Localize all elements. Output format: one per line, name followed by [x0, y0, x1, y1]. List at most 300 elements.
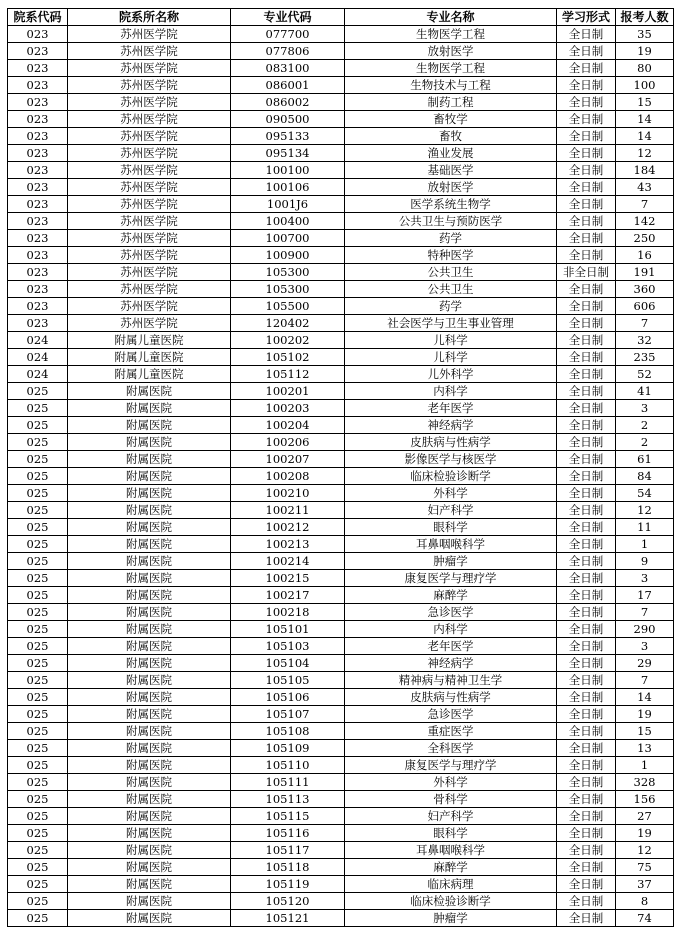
dept-code-cell: 023	[8, 264, 68, 281]
table-row	[8, 400, 674, 417]
study-mode-cell: 全日制	[557, 434, 616, 451]
dept-code-cell: 025	[8, 468, 68, 485]
applicant-count-cell: 61	[616, 451, 674, 468]
dept-name-cell: 附属医院	[68, 859, 231, 876]
major-name-cell: 药学	[345, 298, 557, 315]
applicant-count-cell: 11	[616, 519, 674, 536]
study-mode-cell: 全日制	[557, 213, 616, 230]
study-mode-cell: 全日制	[557, 366, 616, 383]
table-row	[8, 162, 674, 179]
table-row	[8, 910, 674, 927]
table-row	[8, 621, 674, 638]
major-name-cell: 内科学	[345, 621, 557, 638]
table-row	[8, 570, 674, 587]
table-row	[8, 723, 674, 740]
dept-code-cell: 025	[8, 655, 68, 672]
major-code-cell: 120402	[231, 315, 345, 332]
dept-name-cell: 附属医院	[68, 570, 231, 587]
dept-code-cell: 025	[8, 400, 68, 417]
study-mode-cell: 全日制	[557, 825, 616, 842]
major-name-cell: 神经病学	[345, 417, 557, 434]
dept-name-cell: 附属医院	[68, 825, 231, 842]
major-code-cell: 100214	[231, 553, 345, 570]
major-name-cell: 内科学	[345, 383, 557, 400]
major-code-cell: 105120	[231, 893, 345, 910]
table-row	[8, 179, 674, 196]
header-row	[8, 9, 674, 26]
major-name-cell: 耳鼻咽喉科学	[345, 842, 557, 859]
dept-code-cell: 023	[8, 230, 68, 247]
applicant-count-cell: 12	[616, 842, 674, 859]
dept-code-cell: 025	[8, 825, 68, 842]
applicant-count-cell: 16	[616, 247, 674, 264]
study-mode-cell: 全日制	[557, 77, 616, 94]
study-mode-cell: 全日制	[557, 842, 616, 859]
study-mode-cell: 全日制	[557, 179, 616, 196]
major-code-cell: 100202	[231, 332, 345, 349]
table-row	[8, 672, 674, 689]
dept-name-cell: 附属医院	[68, 638, 231, 655]
dept-name-cell: 附属医院	[68, 672, 231, 689]
study-mode-cell: 全日制	[557, 298, 616, 315]
applicant-count-cell: 75	[616, 859, 674, 876]
applicant-count-cell: 191	[616, 264, 674, 281]
major-code-cell: 105103	[231, 638, 345, 655]
applicant-count-cell: 235	[616, 349, 674, 366]
applicant-count-cell: 17	[616, 587, 674, 604]
applicant-count-cell: 84	[616, 468, 674, 485]
major-name-cell: 老年医学	[345, 638, 557, 655]
major-name-cell: 制药工程	[345, 94, 557, 111]
major-code-cell: 105117	[231, 842, 345, 859]
study-mode-cell: 全日制	[557, 553, 616, 570]
study-mode-cell: 全日制	[557, 570, 616, 587]
table-row	[8, 808, 674, 825]
major-code-cell: 083100	[231, 60, 345, 77]
dept-name-cell: 苏州医学院	[68, 179, 231, 196]
study-mode-cell: 全日制	[557, 315, 616, 332]
dept-code-cell: 023	[8, 179, 68, 196]
study-mode-cell: 全日制	[557, 349, 616, 366]
study-mode-cell: 全日制	[557, 196, 616, 213]
applicants-table	[7, 8, 674, 927]
dept-code-cell: 024	[8, 332, 68, 349]
dept-name-cell: 苏州医学院	[68, 298, 231, 315]
table-row	[8, 825, 674, 842]
dept-name-cell: 附属医院	[68, 587, 231, 604]
major-name-cell: 放射医学	[345, 43, 557, 60]
dept-code-cell: 025	[8, 485, 68, 502]
study-mode-cell: 全日制	[557, 723, 616, 740]
dept-name-cell: 附属医院	[68, 621, 231, 638]
applicant-count-cell: 29	[616, 655, 674, 672]
applicant-count-cell: 9	[616, 553, 674, 570]
major-code-cell: 100213	[231, 536, 345, 553]
major-name-cell: 外科学	[345, 774, 557, 791]
dept-code-cell: 025	[8, 740, 68, 757]
table-row	[8, 77, 674, 94]
applicant-count-cell: 2	[616, 417, 674, 434]
dept-code-cell: 023	[8, 145, 68, 162]
major-code-cell: 105107	[231, 706, 345, 723]
study-mode-cell: 全日制	[557, 859, 616, 876]
study-mode-cell: 全日制	[557, 808, 616, 825]
major-code-cell: 105300	[231, 264, 345, 281]
table-row	[8, 774, 674, 791]
study-mode-cell: 全日制	[557, 162, 616, 179]
dept-name-cell: 附属医院	[68, 655, 231, 672]
major-name-cell: 儿科学	[345, 332, 557, 349]
table-row	[8, 689, 674, 706]
dept-name-cell: 苏州医学院	[68, 128, 231, 145]
applicant-count-cell: 15	[616, 94, 674, 111]
study-mode-cell: 全日制	[557, 94, 616, 111]
dept-code-cell: 025	[8, 417, 68, 434]
study-mode-cell: 全日制	[557, 485, 616, 502]
major-code-cell: 100203	[231, 400, 345, 417]
table-row	[8, 298, 674, 315]
study-mode-cell: 全日制	[557, 230, 616, 247]
major-code-cell: 105500	[231, 298, 345, 315]
table-row	[8, 553, 674, 570]
table-row	[8, 706, 674, 723]
table-row	[8, 519, 674, 536]
dept-code-cell: 025	[8, 706, 68, 723]
dept-name-cell: 苏州医学院	[68, 43, 231, 60]
applicant-count-cell: 41	[616, 383, 674, 400]
major-name-cell: 麻醉学	[345, 859, 557, 876]
major-name-cell: 公共卫生	[345, 281, 557, 298]
study-mode-cell: 全日制	[557, 621, 616, 638]
dept-name-cell: 附属医院	[68, 502, 231, 519]
major-name-cell: 肿瘤学	[345, 910, 557, 927]
dept-code-cell: 025	[8, 519, 68, 536]
dept-name-cell: 附属医院	[68, 791, 231, 808]
dept-code-cell: 023	[8, 247, 68, 264]
table-row	[8, 60, 674, 77]
applicant-count-cell: 1	[616, 536, 674, 553]
major-code-cell: 105116	[231, 825, 345, 842]
major-name-cell: 临床病理	[345, 876, 557, 893]
applicant-count-cell: 27	[616, 808, 674, 825]
table-row	[8, 111, 674, 128]
table-row	[8, 349, 674, 366]
applicant-count-cell: 19	[616, 706, 674, 723]
applicant-count-cell: 43	[616, 179, 674, 196]
major-name-cell: 特种医学	[345, 247, 557, 264]
study-mode-cell: 全日制	[557, 145, 616, 162]
table-row	[8, 485, 674, 502]
study-mode-cell: 全日制	[557, 26, 616, 43]
major-name-cell: 公共卫生	[345, 264, 557, 281]
applicant-count-cell: 13	[616, 740, 674, 757]
major-code-cell: 105106	[231, 689, 345, 706]
table-row	[8, 655, 674, 672]
major-name-cell: 眼科学	[345, 825, 557, 842]
dept-name-cell: 苏州医学院	[68, 77, 231, 94]
study-mode-cell: 全日制	[557, 672, 616, 689]
major-name-cell: 社会医学与卫生事业管理	[345, 315, 557, 332]
dept-name-cell: 附属医院	[68, 485, 231, 502]
dept-code-cell: 023	[8, 281, 68, 298]
header-dept-code: 院系代码	[8, 9, 68, 26]
major-name-cell: 医学系统生物学	[345, 196, 557, 213]
major-code-cell: 105111	[231, 774, 345, 791]
dept-name-cell: 苏州医学院	[68, 213, 231, 230]
table-row	[8, 638, 674, 655]
applicant-count-cell: 3	[616, 570, 674, 587]
dept-name-cell: 苏州医学院	[68, 281, 231, 298]
table-row	[8, 468, 674, 485]
applicant-count-cell: 14	[616, 111, 674, 128]
dept-code-cell: 025	[8, 553, 68, 570]
major-name-cell: 儿外科学	[345, 366, 557, 383]
dept-name-cell: 苏州医学院	[68, 111, 231, 128]
major-name-cell: 生物医学工程	[345, 26, 557, 43]
applicant-count-cell: 8	[616, 893, 674, 910]
dept-name-cell: 附属医院	[68, 451, 231, 468]
table-row	[8, 230, 674, 247]
table-row	[8, 145, 674, 162]
dept-code-cell: 025	[8, 859, 68, 876]
major-name-cell: 肿瘤学	[345, 553, 557, 570]
dept-code-cell: 025	[8, 638, 68, 655]
major-code-cell: 100100	[231, 162, 345, 179]
major-code-cell: 105118	[231, 859, 345, 876]
dept-code-cell: 025	[8, 808, 68, 825]
major-name-cell: 放射医学	[345, 179, 557, 196]
applicant-count-cell: 12	[616, 145, 674, 162]
major-code-cell: 105110	[231, 757, 345, 774]
dept-code-cell: 025	[8, 451, 68, 468]
study-mode-cell: 全日制	[557, 655, 616, 672]
study-mode-cell: 全日制	[557, 519, 616, 536]
major-code-cell: 086002	[231, 94, 345, 111]
applicant-count-cell: 32	[616, 332, 674, 349]
applicant-count-cell: 7	[616, 196, 674, 213]
dept-code-cell: 025	[8, 893, 68, 910]
major-name-cell: 基础医学	[345, 162, 557, 179]
dept-code-cell: 023	[8, 111, 68, 128]
dept-code-cell: 025	[8, 791, 68, 808]
dept-code-cell: 023	[8, 315, 68, 332]
dept-name-cell: 苏州医学院	[68, 315, 231, 332]
applicant-count-cell: 14	[616, 689, 674, 706]
major-name-cell: 康复医学与理疗学	[345, 570, 557, 587]
major-code-cell: 100218	[231, 604, 345, 621]
dept-code-cell: 023	[8, 213, 68, 230]
dept-name-cell: 附属医院	[68, 723, 231, 740]
dept-code-cell: 025	[8, 910, 68, 927]
dept-code-cell: 025	[8, 434, 68, 451]
major-code-cell: 105108	[231, 723, 345, 740]
applicant-count-cell: 14	[616, 128, 674, 145]
study-mode-cell: 全日制	[557, 281, 616, 298]
dept-code-cell: 025	[8, 842, 68, 859]
dept-name-cell: 苏州医学院	[68, 264, 231, 281]
applicant-count-cell: 290	[616, 621, 674, 638]
applicant-count-cell: 15	[616, 723, 674, 740]
major-name-cell: 全科医学	[345, 740, 557, 757]
applicant-count-cell: 142	[616, 213, 674, 230]
dept-name-cell: 附属医院	[68, 519, 231, 536]
major-code-cell: 095133	[231, 128, 345, 145]
major-code-cell: 100212	[231, 519, 345, 536]
applicant-count-cell: 35	[616, 26, 674, 43]
table-body	[8, 26, 674, 927]
dept-name-cell: 苏州医学院	[68, 26, 231, 43]
major-code-cell: 095134	[231, 145, 345, 162]
major-code-cell: 1001J6	[231, 196, 345, 213]
applicant-count-cell: 360	[616, 281, 674, 298]
applicant-count-cell: 74	[616, 910, 674, 927]
table-row	[8, 842, 674, 859]
table-row	[8, 434, 674, 451]
major-code-cell: 086001	[231, 77, 345, 94]
dept-name-cell: 附属医院	[68, 910, 231, 927]
study-mode-cell: 非全日制	[557, 264, 616, 281]
applicant-count-cell: 54	[616, 485, 674, 502]
table-row	[8, 315, 674, 332]
header-major-code: 专业代码	[231, 9, 345, 26]
applicant-count-cell: 7	[616, 315, 674, 332]
dept-code-cell: 024	[8, 349, 68, 366]
dept-code-cell: 025	[8, 723, 68, 740]
major-code-cell: 105112	[231, 366, 345, 383]
table-row	[8, 213, 674, 230]
study-mode-cell: 全日制	[557, 43, 616, 60]
study-mode-cell: 全日制	[557, 791, 616, 808]
dept-name-cell: 苏州医学院	[68, 196, 231, 213]
major-name-cell: 重症医学	[345, 723, 557, 740]
study-mode-cell: 全日制	[557, 502, 616, 519]
major-name-cell: 皮肤病与性病学	[345, 434, 557, 451]
major-name-cell: 影像医学与核医学	[345, 451, 557, 468]
applicant-count-cell: 100	[616, 77, 674, 94]
dept-name-cell: 附属医院	[68, 383, 231, 400]
study-mode-cell: 全日制	[557, 111, 616, 128]
study-mode-cell: 全日制	[557, 332, 616, 349]
study-mode-cell: 全日制	[557, 383, 616, 400]
major-name-cell: 骨科学	[345, 791, 557, 808]
table-row	[8, 366, 674, 383]
major-code-cell: 105105	[231, 672, 345, 689]
major-code-cell: 100211	[231, 502, 345, 519]
major-code-cell: 100106	[231, 179, 345, 196]
major-name-cell: 临床检验诊断学	[345, 468, 557, 485]
table-row	[8, 264, 674, 281]
table-row	[8, 757, 674, 774]
table-row	[8, 332, 674, 349]
study-mode-cell: 全日制	[557, 587, 616, 604]
study-mode-cell: 全日制	[557, 247, 616, 264]
major-code-cell: 100208	[231, 468, 345, 485]
major-name-cell: 儿科学	[345, 349, 557, 366]
dept-name-cell: 附属医院	[68, 757, 231, 774]
dept-name-cell: 附属医院	[68, 604, 231, 621]
major-code-cell: 077806	[231, 43, 345, 60]
study-mode-cell: 全日制	[557, 400, 616, 417]
major-name-cell: 外科学	[345, 485, 557, 502]
applicant-count-cell: 1	[616, 757, 674, 774]
major-name-cell: 麻醉学	[345, 587, 557, 604]
dept-code-cell: 023	[8, 77, 68, 94]
header-study-mode: 学习形式	[557, 9, 616, 26]
dept-name-cell: 附属儿童医院	[68, 349, 231, 366]
dept-name-cell: 附属儿童医院	[68, 366, 231, 383]
table-row	[8, 196, 674, 213]
dept-name-cell: 附属医院	[68, 893, 231, 910]
table-row	[8, 536, 674, 553]
table-row	[8, 43, 674, 60]
dept-name-cell: 附属医院	[68, 842, 231, 859]
applicant-count-cell: 19	[616, 43, 674, 60]
dept-code-cell: 023	[8, 43, 68, 60]
applicant-count-cell: 3	[616, 638, 674, 655]
dept-code-cell: 025	[8, 604, 68, 621]
dept-code-cell: 025	[8, 672, 68, 689]
dept-code-cell: 023	[8, 298, 68, 315]
applicant-count-cell: 606	[616, 298, 674, 315]
table-row	[8, 128, 674, 145]
table-row	[8, 451, 674, 468]
study-mode-cell: 全日制	[557, 740, 616, 757]
applicant-count-cell: 7	[616, 672, 674, 689]
major-code-cell: 100201	[231, 383, 345, 400]
header-major-name: 专业名称	[345, 9, 557, 26]
study-mode-cell: 全日制	[557, 536, 616, 553]
table-row	[8, 604, 674, 621]
dept-name-cell: 苏州医学院	[68, 60, 231, 77]
study-mode-cell: 全日制	[557, 910, 616, 927]
study-mode-cell: 全日制	[557, 757, 616, 774]
study-mode-cell: 全日制	[557, 638, 616, 655]
dept-name-cell: 附属医院	[68, 553, 231, 570]
table-row	[8, 740, 674, 757]
study-mode-cell: 全日制	[557, 604, 616, 621]
study-mode-cell: 全日制	[557, 774, 616, 791]
applicant-count-cell: 156	[616, 791, 674, 808]
dept-code-cell: 025	[8, 383, 68, 400]
major-name-cell: 康复医学与理疗学	[345, 757, 557, 774]
dept-name-cell: 附属医院	[68, 706, 231, 723]
dept-code-cell: 025	[8, 570, 68, 587]
major-name-cell: 耳鼻咽喉科学	[345, 536, 557, 553]
major-name-cell: 眼科学	[345, 519, 557, 536]
dept-code-cell: 025	[8, 689, 68, 706]
dept-name-cell: 苏州医学院	[68, 230, 231, 247]
major-code-cell: 100204	[231, 417, 345, 434]
major-name-cell: 渔业发展	[345, 145, 557, 162]
applicant-count-cell: 19	[616, 825, 674, 842]
major-code-cell: 100206	[231, 434, 345, 451]
dept-name-cell: 附属医院	[68, 468, 231, 485]
study-mode-cell: 全日制	[557, 128, 616, 145]
dept-name-cell: 附属医院	[68, 774, 231, 791]
major-code-cell: 105119	[231, 876, 345, 893]
major-code-cell: 077700	[231, 26, 345, 43]
header-applicant-count: 报考人数	[616, 9, 674, 26]
major-name-cell: 神经病学	[345, 655, 557, 672]
dept-code-cell: 025	[8, 536, 68, 553]
table-row	[8, 859, 674, 876]
major-name-cell: 妇产科学	[345, 502, 557, 519]
dept-code-cell: 024	[8, 366, 68, 383]
dept-code-cell: 025	[8, 621, 68, 638]
applicant-count-cell: 80	[616, 60, 674, 77]
major-name-cell: 急诊医学	[345, 604, 557, 621]
major-name-cell: 畜牧学	[345, 111, 557, 128]
